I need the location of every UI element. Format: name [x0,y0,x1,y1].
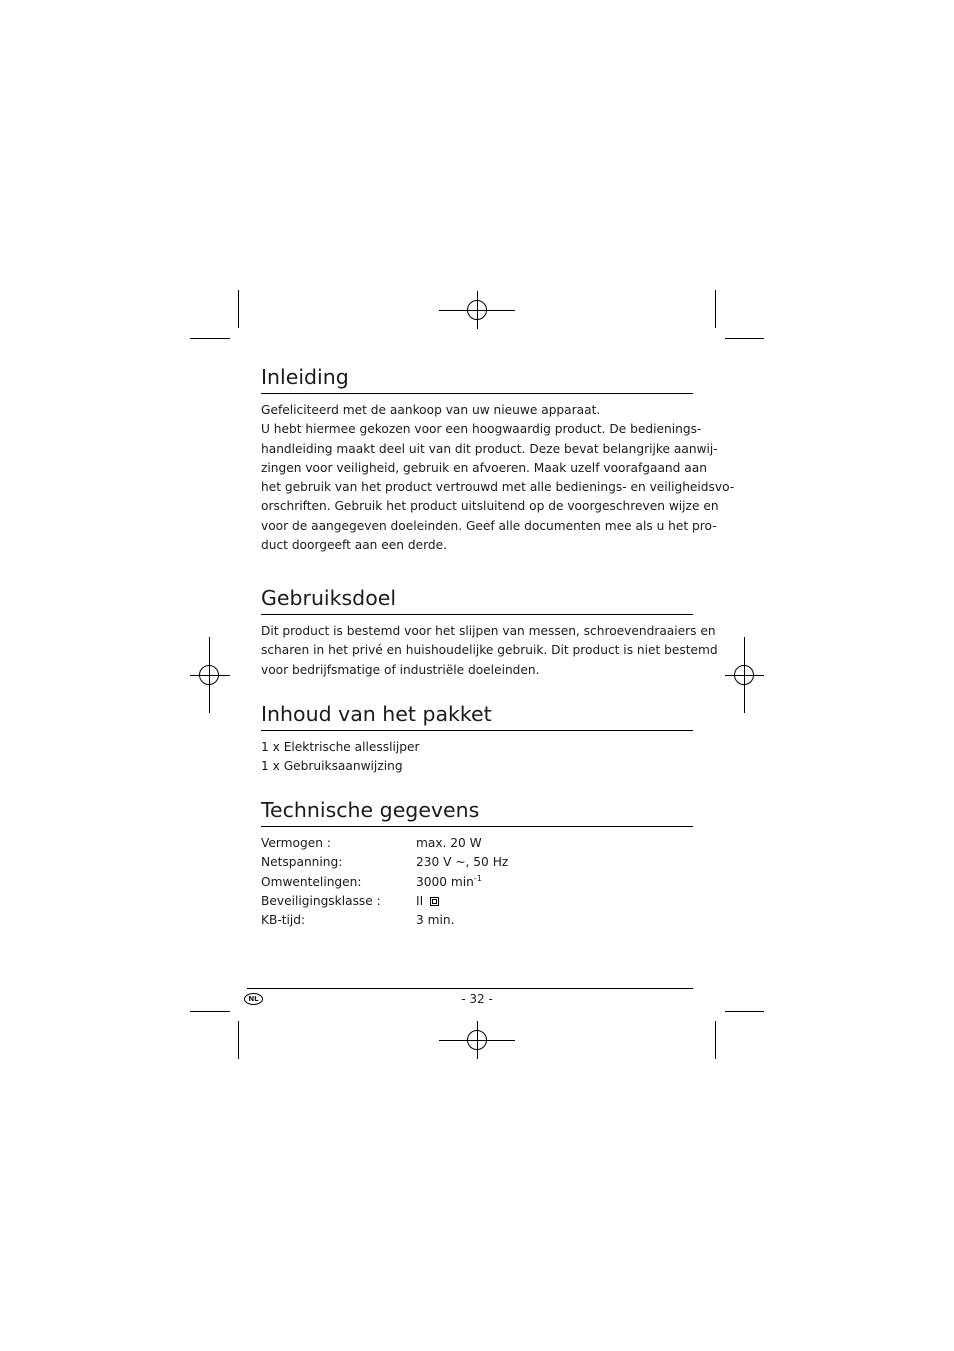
language-badge: NL [244,993,263,1005]
table-row: Netspanning: 230 V ~, 50 Hz [261,855,509,870]
section-inhoud [261,699,693,795]
document-body [261,362,735,930]
gebruiksdoel-text: Dit product is bestemd voor het slijpen van messen, schroevendraaiers en scharen in het privé en huishoudelijke gebruik. Dit product is niet bestemd voor bedrijfsmatige of industriële doeleinden. [261,624,718,677]
list-item: 1 x Gebruiksaanwijzing [261,759,403,774]
page-number: - 32 - [461,992,493,1006]
inhoud-list [261,738,693,777]
table-row: KB-tijd: 3 min. [261,913,455,928]
section-technisch [261,795,693,930]
heading-technisch: Technische gegevens [261,795,693,827]
list-item: 1 x Elektrische allesslijper [261,740,420,754]
table-row: Vermogen : max. 20 W [261,836,482,850]
table-row: Omwentelingen: 3000 $\min^{-1}$ [261,873,482,889]
inleiding-text: Gefeliciteerd met de aankoop van uw nieuwe apparaat. U hebt hiermee gekozen voor een hoogwaardig product. De bedienings- handleiding maakt deel uit van dit product. Deze bevat belangrijke aanwij- zingen voor veiligheid, gebruik en afvoeren. Maak uzelf voorafgaand aan het gebruik van het product vertrouwd met alle bedienings- en veiligheidsvo- orschriften. Gebruik het product uitsluitend op de voorgeschreven wijze en voor de aangegeven doeleinden. Geef alle documenten mee als u het pro- duct doorgeeft aan een derde. [261,403,735,553]
spec-table [261,834,508,930]
heading-inleiding: Inleiding [261,362,693,394]
section-inleiding [261,362,735,583]
heading-gebruiksdoel: Gebruiksdoel [261,583,693,615]
section-gebruiksdoel [261,583,718,699]
protection-class-ii-icon [430,897,439,906]
footer-divider [247,988,693,989]
heading-inhoud: Inhoud van het pakket [261,699,693,731]
table-row: Beveiligingsklasse : II [261,892,508,911]
